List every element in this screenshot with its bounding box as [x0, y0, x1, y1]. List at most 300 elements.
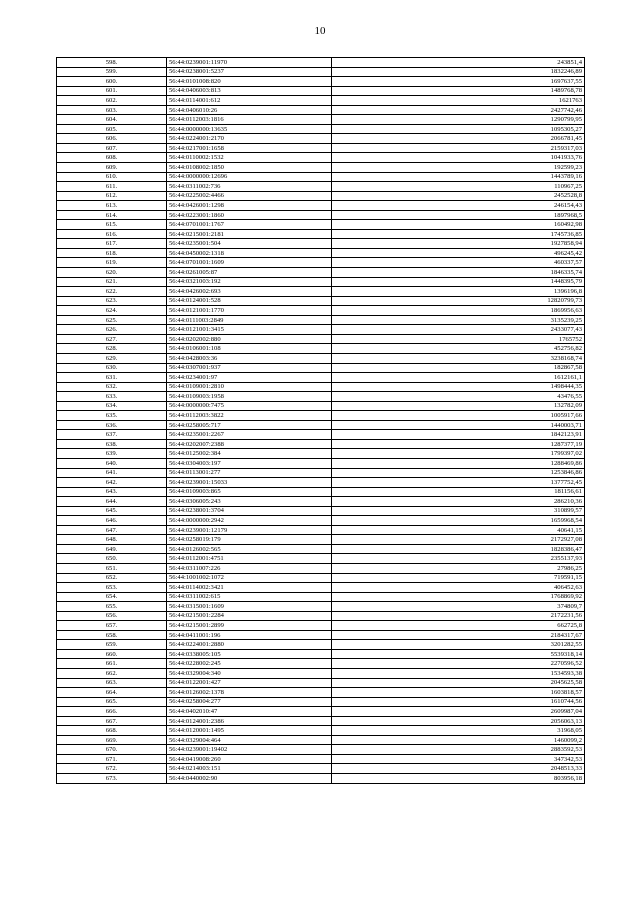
- table-row: [57, 420, 585, 430]
- row-number-cell: 657.: [57, 621, 167, 631]
- cadastral-value-cell: 1621763: [332, 96, 585, 106]
- cadastral-number-cell: 56:44:0110002:1532: [167, 153, 332, 163]
- cadastral-value-cell: 1489768,78: [332, 86, 585, 96]
- cadastral-value-cell: 1498444,35: [332, 382, 585, 392]
- cadastral-number-cell: 56:44:0321003:192: [167, 277, 332, 287]
- row-number-cell: 633.: [57, 392, 167, 402]
- table-row: [57, 726, 585, 736]
- row-number-cell: 622.: [57, 287, 167, 297]
- cadastral-number-cell: 56:44:0304003:197: [167, 458, 332, 468]
- cadastral-value-cell: 132782,09: [332, 401, 585, 411]
- cadastral-value-cell: 2184317,67: [332, 630, 585, 640]
- cadastral-number-cell: 56:44:0406003:813: [167, 86, 332, 96]
- cadastral-value-cell: 3238168,74: [332, 353, 585, 363]
- table-row: [57, 592, 585, 602]
- row-number-cell: 672.: [57, 764, 167, 774]
- cadastral-value-cell: 181156,61: [332, 487, 585, 497]
- row-number-cell: 605.: [57, 124, 167, 134]
- table-row: [57, 535, 585, 545]
- row-number-cell: 648.: [57, 535, 167, 545]
- table-row: [57, 220, 585, 230]
- table-row: [57, 115, 585, 125]
- cadastral-number-cell: 56:44:0411001:196: [167, 630, 332, 640]
- row-number-cell: 625.: [57, 315, 167, 325]
- table-row: [57, 334, 585, 344]
- cadastral-value-cell: 243851,4: [332, 58, 585, 68]
- cadastral-number-cell: 56:44:0315001:1609: [167, 602, 332, 612]
- row-number-cell: 609.: [57, 163, 167, 173]
- row-number-cell: 619.: [57, 258, 167, 268]
- row-number-cell: 649.: [57, 544, 167, 554]
- table-row: [57, 516, 585, 526]
- cadastral-value-cell: 1041933,76: [332, 153, 585, 163]
- cadastral-number-cell: 56:44:0701001:1767: [167, 220, 332, 230]
- cadastral-value-cell: 2427742,46: [332, 105, 585, 115]
- table-row: [57, 525, 585, 535]
- cadastral-value-cell: 1377752,45: [332, 478, 585, 488]
- cadastral-value-cell: 803956,18: [332, 774, 585, 784]
- cadastral-number-cell: 56:44:0311002:615: [167, 592, 332, 602]
- table-row: [57, 411, 585, 421]
- row-number-cell: 620.: [57, 268, 167, 278]
- row-number-cell: 658.: [57, 630, 167, 640]
- row-number-cell: 673.: [57, 774, 167, 784]
- table-row: [57, 191, 585, 201]
- table-row: [57, 172, 585, 182]
- cadastral-value-cell: 310899,57: [332, 506, 585, 516]
- table-row: [57, 573, 585, 583]
- cadastral-value-cell: 1927858,94: [332, 239, 585, 249]
- cadastral-value-cell: 2172927,08: [332, 535, 585, 545]
- table-row: [57, 678, 585, 688]
- row-number-cell: 604.: [57, 115, 167, 125]
- cadastral-value-cell: 2159317,03: [332, 143, 585, 153]
- cadastral-value-cell: 40641,15: [332, 525, 585, 535]
- table-row: [57, 478, 585, 488]
- table-row: [57, 754, 585, 764]
- row-number-cell: 631.: [57, 373, 167, 383]
- cadastral-value-cell: 1842123,91: [332, 430, 585, 440]
- cadastral-value-cell: 1610744,56: [332, 697, 585, 707]
- cadastral-number-cell: 56:44:0112003:1816: [167, 115, 332, 125]
- table-row: [57, 163, 585, 173]
- cadastral-number-cell: 56:44:0306005:243: [167, 497, 332, 507]
- cadastral-value-cell: 1448395,79: [332, 277, 585, 287]
- row-number-cell: 641.: [57, 468, 167, 478]
- row-number-cell: 644.: [57, 497, 167, 507]
- row-number-cell: 598.: [57, 58, 167, 68]
- cadastral-value-cell: 1290799,95: [332, 115, 585, 125]
- cadastral-number-cell: 56:44:0111003:2849: [167, 315, 332, 325]
- cadastral-value-cell: 1799397,02: [332, 449, 585, 459]
- table-row: [57, 458, 585, 468]
- cadastral-value-cell: 2452528,8: [332, 191, 585, 201]
- row-number-cell: 670.: [57, 745, 167, 755]
- cadastral-number-cell: 56:44:0122001:427: [167, 678, 332, 688]
- cadastral-value-cell: 1253846,86: [332, 468, 585, 478]
- cadastral-value-cell: 1534593,38: [332, 669, 585, 679]
- table-row: [57, 583, 585, 593]
- cadastral-value-cell: 1603818,57: [332, 688, 585, 698]
- cadastral-number-cell: 56:44:0112003:3822: [167, 411, 332, 421]
- cadastral-number-cell: 56:44:0112001:4751: [167, 554, 332, 564]
- row-number-cell: 650.: [57, 554, 167, 564]
- cadastral-number-cell: 56:44:0225002:4466: [167, 191, 332, 201]
- cadastral-number-cell: 56:44:0000000:13635: [167, 124, 332, 134]
- cadastral-value-cell: 1443789,16: [332, 172, 585, 182]
- row-number-cell: 664.: [57, 688, 167, 698]
- row-number-cell: 608.: [57, 153, 167, 163]
- cadastral-value-cell: 1396196,8: [332, 287, 585, 297]
- table-row: [57, 669, 585, 679]
- cadastral-number-cell: 56:44:0426001:1298: [167, 201, 332, 211]
- cadastral-number-cell: 56:44:0113001:277: [167, 468, 332, 478]
- table-row: [57, 688, 585, 698]
- cadastral-number-cell: 56:44:0261005:87: [167, 268, 332, 278]
- cadastral-value-cell: 1288469,86: [332, 458, 585, 468]
- cadastral-number-cell: 56:44:0202002:880: [167, 334, 332, 344]
- cadastral-number-cell: 56:44:0223001:1860: [167, 210, 332, 220]
- cadastral-number-cell: 56:44:0428003:36: [167, 353, 332, 363]
- table-row: [57, 506, 585, 516]
- table-row: [57, 382, 585, 392]
- cadastral-number-cell: 56:44:0239001:12179: [167, 525, 332, 535]
- table-row: [57, 716, 585, 726]
- cadastral-value-cell: 1440003,71: [332, 420, 585, 430]
- row-number-cell: 655.: [57, 602, 167, 612]
- cadastral-number-cell: 56:44:0258004:277: [167, 697, 332, 707]
- cadastral-value-cell: 2883592,53: [332, 745, 585, 755]
- table-row: [57, 554, 585, 564]
- row-number-cell: 640.: [57, 458, 167, 468]
- cadastral-number-cell: 56:44:0108002:1850: [167, 163, 332, 173]
- table-row: [57, 306, 585, 316]
- cadastral-value-cell: 347342,53: [332, 754, 585, 764]
- cadastral-value-cell: 2609987,04: [332, 707, 585, 717]
- cadastral-value-cell: 1460099,2: [332, 735, 585, 745]
- cadastral-number-cell: 56:44:0215001:2181: [167, 229, 332, 239]
- cadastral-value-cell: 27986,25: [332, 563, 585, 573]
- row-number-cell: 616.: [57, 229, 167, 239]
- cadastral-number-cell: 56:44:0109003:1958: [167, 392, 332, 402]
- table-row: [57, 640, 585, 650]
- cadastral-value-cell: 1095305,27: [332, 124, 585, 134]
- cadastral-value-cell: 460337,57: [332, 258, 585, 268]
- cadastral-value-cell: 1659968,54: [332, 516, 585, 526]
- cadastral-value-cell: 662725,8: [332, 621, 585, 631]
- row-number-cell: 613.: [57, 201, 167, 211]
- cadastral-value-cell: 1768869,92: [332, 592, 585, 602]
- table-row: [57, 745, 585, 755]
- table-row: [57, 325, 585, 335]
- table-row: [57, 239, 585, 249]
- cadastral-value-cell: 1745736,85: [332, 229, 585, 239]
- cadastral-number-cell: 56:44:0215001:2284: [167, 611, 332, 621]
- table-row: [57, 449, 585, 459]
- table-row: [57, 544, 585, 554]
- cadastral-value-cell: 3135239,25: [332, 315, 585, 325]
- cadastral-value-cell: 1828386,47: [332, 544, 585, 554]
- table-row: [57, 229, 585, 239]
- row-number-cell: 656.: [57, 611, 167, 621]
- row-number-cell: 659.: [57, 640, 167, 650]
- cadastral-value-cell: 2355137,93: [332, 554, 585, 564]
- cadastral-number-cell: 56:44:0215001:2899: [167, 621, 332, 631]
- cadastral-number-cell: 56:44:0419008:260: [167, 754, 332, 764]
- table-row: [57, 58, 585, 68]
- cadastral-value-cell: 2048513,33: [332, 764, 585, 774]
- cadastral-value-cell: 1846335,74: [332, 268, 585, 278]
- row-number-cell: 603.: [57, 105, 167, 115]
- page-number: 10: [314, 25, 326, 37]
- table-row: [57, 497, 585, 507]
- row-number-cell: 629.: [57, 353, 167, 363]
- row-number-cell: 665.: [57, 697, 167, 707]
- table-row: [57, 392, 585, 402]
- cadastral-number-cell: 56:44:0101008:820: [167, 77, 332, 87]
- table-row: [57, 201, 585, 211]
- cadastral-number-cell: 56:44:1001002:1072: [167, 573, 332, 583]
- cadastral-value-cell: 286210,36: [332, 497, 585, 507]
- cadastral-value-cell: 31968,05: [332, 726, 585, 736]
- row-number-cell: 646.: [57, 516, 167, 526]
- cadastral-number-cell: 56:44:0202007:2388: [167, 439, 332, 449]
- row-number-cell: 623.: [57, 296, 167, 306]
- cadastral-value-cell: 406452,63: [332, 583, 585, 593]
- cadastral-number-cell: 56:44:0224001:2880: [167, 640, 332, 650]
- table-row: [57, 659, 585, 669]
- cadastral-number-cell: 56:44:0426002:693: [167, 287, 332, 297]
- cadastral-value-cell: 192599,23: [332, 163, 585, 173]
- table-row: [57, 707, 585, 717]
- table-row: [57, 67, 585, 77]
- row-number-cell: 606.: [57, 134, 167, 144]
- row-number-cell: 626.: [57, 325, 167, 335]
- cadastral-value-cell: 452756,82: [332, 344, 585, 354]
- table-row: [57, 268, 585, 278]
- row-number-cell: 610.: [57, 172, 167, 182]
- cadastral-value-cell: 1612161,1: [332, 373, 585, 383]
- table-row: [57, 764, 585, 774]
- row-number-cell: 621.: [57, 277, 167, 287]
- row-number-cell: 638.: [57, 439, 167, 449]
- table-row: [57, 401, 585, 411]
- table-row: [57, 153, 585, 163]
- cadastral-value-cell: 2045625,58: [332, 678, 585, 688]
- cadastral-value-cell: 1897968,5: [332, 210, 585, 220]
- table-row: [57, 430, 585, 440]
- table-row: [57, 774, 585, 784]
- table-row: [57, 611, 585, 621]
- row-number-cell: 647.: [57, 525, 167, 535]
- cadastral-number-cell: 56:44:0228002:245: [167, 659, 332, 669]
- row-number-cell: 642.: [57, 478, 167, 488]
- row-number-cell: 634.: [57, 401, 167, 411]
- cadastral-value-cell: 246154,43: [332, 201, 585, 211]
- row-number-cell: 636.: [57, 420, 167, 430]
- table-row: [57, 277, 585, 287]
- cadastral-number-cell: 56:44:0214003:151: [167, 764, 332, 774]
- table-row: [57, 258, 585, 268]
- cadastral-number-cell: 56:44:0238001:5237: [167, 67, 332, 77]
- cadastral-number-cell: 56:44:0701001:1609: [167, 258, 332, 268]
- row-number-cell: 612.: [57, 191, 167, 201]
- row-number-cell: 601.: [57, 86, 167, 96]
- cadastral-number-cell: 56:44:0234001:97: [167, 373, 332, 383]
- cadastral-number-cell: 56:44:0402010:47: [167, 707, 332, 717]
- cadastral-number-cell: 56:44:0239001:15033: [167, 478, 332, 488]
- row-number-cell: 668.: [57, 726, 167, 736]
- row-number-cell: 630.: [57, 363, 167, 373]
- cadastral-number-cell: 56:44:0239001:19402: [167, 745, 332, 755]
- cadastral-number-cell: 56:44:0124001:2386: [167, 716, 332, 726]
- row-number-cell: 624.: [57, 306, 167, 316]
- cadastral-value-cell: 496245,42: [332, 248, 585, 258]
- row-number-cell: 661.: [57, 659, 167, 669]
- cadastral-number-cell: 56:44:0126002:565: [167, 544, 332, 554]
- table-row: [57, 248, 585, 258]
- table-row: [57, 630, 585, 640]
- cadastral-number-cell: 56:44:0120001:1495: [167, 726, 332, 736]
- cadastral-value-cell: 3201282,55: [332, 640, 585, 650]
- row-number-cell: 632.: [57, 382, 167, 392]
- row-number-cell: 611.: [57, 182, 167, 192]
- registry-table: [56, 57, 585, 784]
- row-number-cell: 663.: [57, 678, 167, 688]
- row-number-cell: 652.: [57, 573, 167, 583]
- table-row: [57, 344, 585, 354]
- table-row: [57, 373, 585, 383]
- table-row: [57, 134, 585, 144]
- table-row: [57, 621, 585, 631]
- cadastral-number-cell: 56:44:0124001:528: [167, 296, 332, 306]
- cadastral-value-cell: 160492,98: [332, 220, 585, 230]
- cadastral-value-cell: 1287377,19: [332, 439, 585, 449]
- cadastral-number-cell: 56:44:0258019:179: [167, 535, 332, 545]
- cadastral-number-cell: 56:44:0239001:11970: [167, 58, 332, 68]
- cadastral-value-cell: 2056063,13: [332, 716, 585, 726]
- cadastral-number-cell: 56:44:0406010:26: [167, 105, 332, 115]
- cadastral-number-cell: 56:44:0125002:384: [167, 449, 332, 459]
- row-number-cell: 653.: [57, 583, 167, 593]
- cadastral-number-cell: 56:44:0106001:108: [167, 344, 332, 354]
- row-number-cell: 600.: [57, 77, 167, 87]
- table-row: [57, 363, 585, 373]
- cadastral-number-cell: 56:44:0114002:3421: [167, 583, 332, 593]
- table-row: [57, 296, 585, 306]
- cadastral-value-cell: 43476,55: [332, 392, 585, 402]
- cadastral-number-cell: 56:44:0109003:865: [167, 487, 332, 497]
- cadastral-value-cell: 110967,25: [332, 182, 585, 192]
- row-number-cell: 643.: [57, 487, 167, 497]
- row-number-cell: 618.: [57, 248, 167, 258]
- cadastral-value-cell: 1005917,66: [332, 411, 585, 421]
- row-number-cell: 645.: [57, 506, 167, 516]
- table-row: [57, 735, 585, 745]
- cadastral-number-cell: 56:44:0311007:226: [167, 563, 332, 573]
- cadastral-number-cell: 56:44:0000000:7475: [167, 401, 332, 411]
- cadastral-value-cell: 2066781,45: [332, 134, 585, 144]
- cadastral-value-cell: 1765752: [332, 334, 585, 344]
- table-row: [57, 86, 585, 96]
- row-number-cell: 666.: [57, 707, 167, 717]
- row-number-cell: 599.: [57, 67, 167, 77]
- cadastral-value-cell: 719591,15: [332, 573, 585, 583]
- table-row: [57, 124, 585, 134]
- cadastral-number-cell: 56:44:0121001:3415: [167, 325, 332, 335]
- table-row: [57, 287, 585, 297]
- table-row: [57, 439, 585, 449]
- table-row: [57, 96, 585, 106]
- cadastral-number-cell: 56:44:0238001:3704: [167, 506, 332, 516]
- registry-table-body: [57, 58, 585, 784]
- table-row: [57, 649, 585, 659]
- cadastral-number-cell: 56:44:0307001:937: [167, 363, 332, 373]
- row-number-cell: 607.: [57, 143, 167, 153]
- row-number-cell: 614.: [57, 210, 167, 220]
- row-number-cell: 654.: [57, 592, 167, 602]
- row-number-cell: 669.: [57, 735, 167, 745]
- row-number-cell: 671.: [57, 754, 167, 764]
- cadastral-value-cell: 374809,7: [332, 602, 585, 612]
- table-row: [57, 315, 585, 325]
- table-row: [57, 182, 585, 192]
- cadastral-number-cell: 56:44:0235001:504: [167, 239, 332, 249]
- row-number-cell: 602.: [57, 96, 167, 106]
- table-row: [57, 210, 585, 220]
- table-row: [57, 468, 585, 478]
- table-row: [57, 487, 585, 497]
- table-row: [57, 353, 585, 363]
- cadastral-value-cell: 1869956,63: [332, 306, 585, 316]
- cadastral-value-cell: 2172231,56: [332, 611, 585, 621]
- cadastral-number-cell: 56:44:0450002:1318: [167, 248, 332, 258]
- cadastral-value-cell: 2433077,43: [332, 325, 585, 335]
- cadastral-number-cell: 56:44:0329004:464: [167, 735, 332, 745]
- cadastral-number-cell: 56:44:0235001:2267: [167, 430, 332, 440]
- cadastral-number-cell: 56:44:0329004:340: [167, 669, 332, 679]
- row-number-cell: 627.: [57, 334, 167, 344]
- table-row: [57, 563, 585, 573]
- row-number-cell: 639.: [57, 449, 167, 459]
- cadastral-value-cell: 2270596,52: [332, 659, 585, 669]
- cadastral-value-cell: 5539318,14: [332, 649, 585, 659]
- cadastral-number-cell: 56:44:0224001:2170: [167, 134, 332, 144]
- table-row: [57, 105, 585, 115]
- row-number-cell: 615.: [57, 220, 167, 230]
- row-number-cell: 628.: [57, 344, 167, 354]
- cadastral-number-cell: 56:44:0126002:1378: [167, 688, 332, 698]
- row-number-cell: 651.: [57, 563, 167, 573]
- cadastral-number-cell: 56:44:0338005:105: [167, 649, 332, 659]
- table-row: [57, 602, 585, 612]
- cadastral-number-cell: 56:44:0121001:1770: [167, 306, 332, 316]
- cadastral-number-cell: 56:44:0311002:736: [167, 182, 332, 192]
- row-number-cell: 662.: [57, 669, 167, 679]
- row-number-cell: 660.: [57, 649, 167, 659]
- cadastral-value-cell: 1832246,89: [332, 67, 585, 77]
- cadastral-number-cell: 56:44:0114001:612: [167, 96, 332, 106]
- cadastral-number-cell: 56:44:0258005:717: [167, 420, 332, 430]
- cadastral-number-cell: 56:44:0440002:90: [167, 774, 332, 784]
- cadastral-number-cell: 56:44:0000000:12696: [167, 172, 332, 182]
- table-row: [57, 697, 585, 707]
- row-number-cell: 637.: [57, 430, 167, 440]
- table-row: [57, 143, 585, 153]
- cadastral-value-cell: 12820799,73: [332, 296, 585, 306]
- table-row: [57, 77, 585, 87]
- cadastral-number-cell: 56:44:0109001:2810: [167, 382, 332, 392]
